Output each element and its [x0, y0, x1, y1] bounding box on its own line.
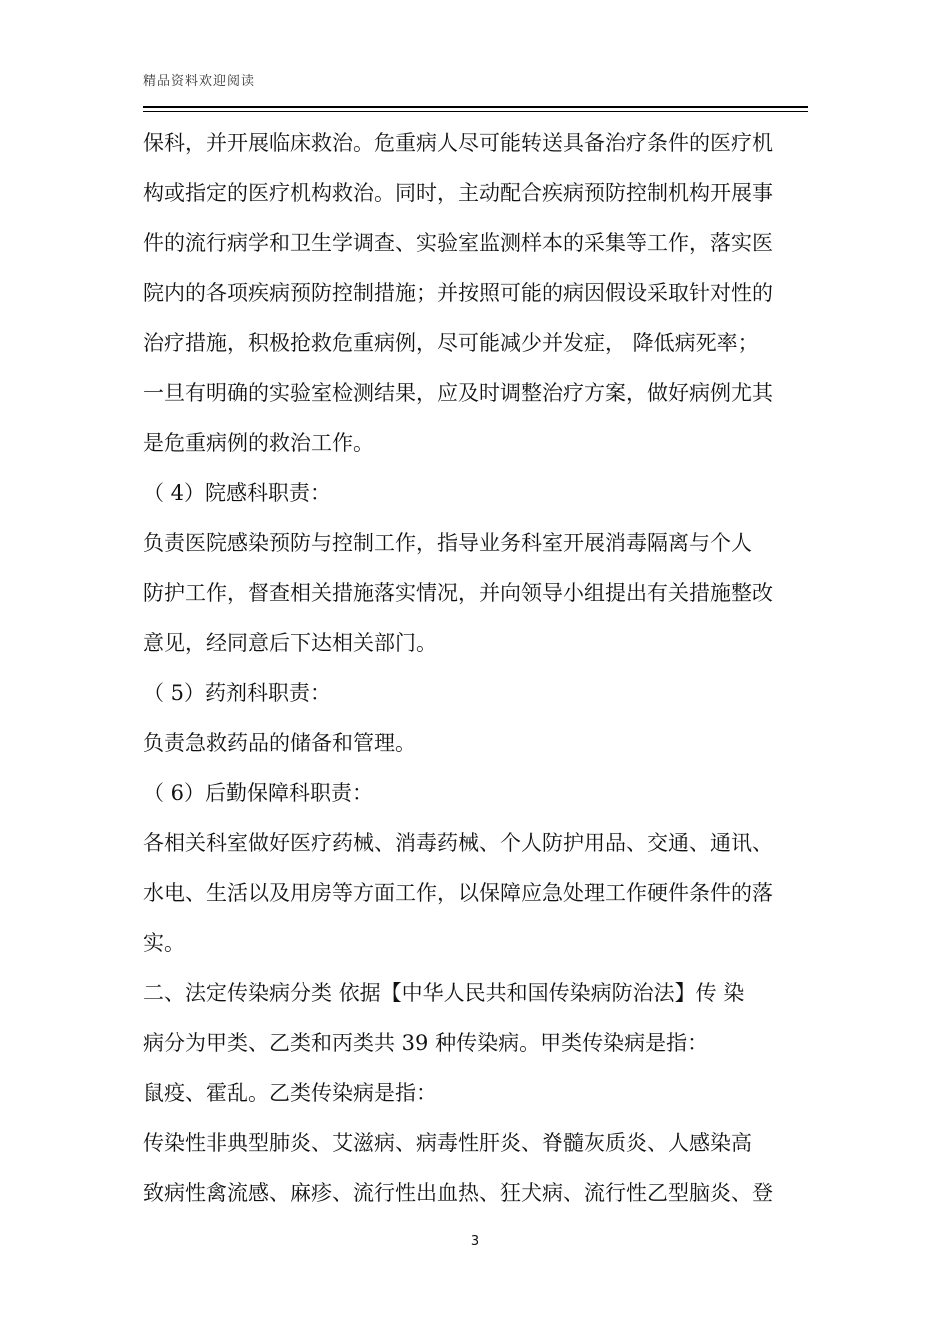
text-line: 负责医院感染预防与控制工作，指导业务科室开展消毒隔离与个人 [143, 531, 752, 555]
section-heading: （ 4）院感科职责： [143, 481, 332, 505]
text-line: 鼠疫、霍乱。乙类传染病是指： [143, 1081, 437, 1105]
text-line: 病分为甲类、乙类和丙类共 39 种传染病。甲类传染病是指： [143, 1031, 709, 1055]
text-line: 院内的各项疾病预防控制措施；并按照可能的病因假设采取针对性的 [143, 281, 773, 305]
text-line: 防护工作，督查相关措施落实情况，并向领导小组提出有关措施整改 [143, 581, 773, 605]
text-line: 是危重病例的救治工作。 [143, 431, 374, 455]
text-line: 件的流行病学和卫生学调查、实验室监测样本的采集等工作，落实医 [143, 231, 773, 255]
header-rule-thick [143, 106, 808, 108]
text-line: 各相关科室做好医疗药械、消毒药械、个人防护用品、交通、通讯、 [143, 831, 773, 855]
text-line: 致病性禽流感、麻疹、流行性出血热、狂犬病、流行性乙型脑炎、登 [143, 1181, 773, 1205]
text-line: 一旦有明确的实验室检测结果，应及时调整治疗方案，做好病例尤其 [143, 381, 773, 405]
section-heading: 二、法定传染病分类 依据【中华人民共和国传染病防治法】传 染 [143, 981, 745, 1005]
text-line: 实。 [143, 931, 185, 955]
text-line: 保科，并开展临床救治。危重病人尽可能转送具备治疗条件的医疗机 [143, 131, 773, 155]
text-line: 负责急救药品的储备和管理。 [143, 731, 416, 755]
section-heading: （ 5）药剂科职责： [143, 681, 332, 705]
text-line: 构或指定的医疗机构救治。同时，主动配合疾病预防控制机构开展事 [143, 181, 773, 205]
text-line: 水电、生活以及用房等方面工作，以保障应急处理工作硬件条件的落 [143, 881, 773, 905]
text-line: 意见，经同意后下达相关部门。 [143, 631, 437, 655]
page-header: 精品资料欢迎阅读 [143, 74, 256, 89]
document-body [143, 118, 808, 1218]
page-number: 3 [470, 1234, 480, 1249]
header-rule-thin [143, 111, 808, 112]
text-line: 传染性非典型肺炎、艾滋病、病毒性肝炎、脊髓灰质炎、人感染高 [143, 1131, 752, 1155]
text-line: 治疗措施，积极抢救危重病例，尽可能减少并发症， 降低病死率； [143, 331, 759, 355]
section-heading: （ 6）后勤保障科职责： [143, 781, 374, 805]
